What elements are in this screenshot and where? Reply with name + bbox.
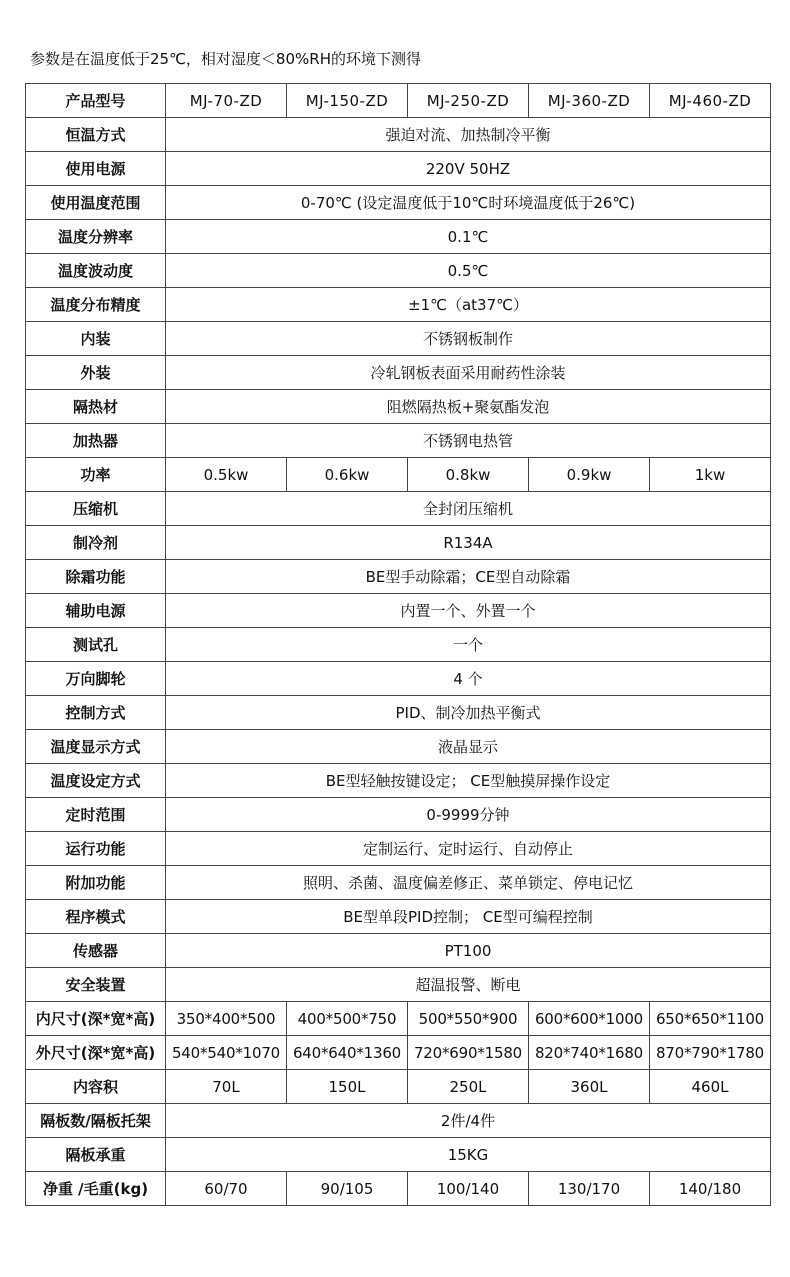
spec-row: [26, 1070, 771, 1104]
spec-row: [26, 390, 771, 424]
spec-label: 恒温方式: [26, 118, 166, 152]
spec-label: 辅助电源: [26, 594, 166, 628]
spec-label: 运行功能: [26, 832, 166, 866]
spec-value: 0-70℃ (设定温度低于10℃时环境温度低于26℃): [166, 186, 771, 220]
spec-value: 全封闭压缩机: [166, 492, 771, 526]
spec-value-cell: 350*400*500: [166, 1002, 287, 1036]
spec-label: 温度显示方式: [26, 730, 166, 764]
spec-label: 温度分辨率: [26, 220, 166, 254]
spec-row: [26, 730, 771, 764]
spec-label: 压缩机: [26, 492, 166, 526]
spec-value-cell: 1kw: [650, 458, 771, 492]
spec-row: [26, 356, 771, 390]
spec-value-cell: 0.6kw: [287, 458, 408, 492]
spec-row: [26, 220, 771, 254]
model-cell: MJ-70-ZD: [166, 84, 287, 118]
spec-label: 传感器: [26, 934, 166, 968]
model-cell: MJ-360-ZD: [529, 84, 650, 118]
spec-value: 15KG: [166, 1138, 771, 1172]
spec-row: [26, 186, 771, 220]
spec-value-cell: 60/70: [166, 1172, 287, 1206]
spec-value: 定制运行、定时运行、自动停止: [166, 832, 771, 866]
spec-value-cell: 150L: [287, 1070, 408, 1104]
spec-value: R134A: [166, 526, 771, 560]
spec-label: 隔板数/隔板托架: [26, 1104, 166, 1138]
spec-value-cell: 360L: [529, 1070, 650, 1104]
spec-label: 使用温度范围: [26, 186, 166, 220]
spec-row: [26, 254, 771, 288]
spec-row: [26, 1104, 771, 1138]
spec-value-cell: 130/170: [529, 1172, 650, 1206]
measurement-note: 参数是在温度低于25℃，相对湿度＜80%RH的环境下测得: [30, 50, 421, 68]
spec-value: 2件/4件: [166, 1104, 771, 1138]
spec-value: ±1℃（at37℃）: [166, 288, 771, 322]
spec-value-cell: 640*640*1360: [287, 1036, 408, 1070]
spec-value: PID、制冷加热平衡式: [166, 696, 771, 730]
spec-label: 净重 /毛重(kg): [26, 1172, 166, 1206]
spec-label: 制冷剂: [26, 526, 166, 560]
spec-label: 程序模式: [26, 900, 166, 934]
spec-value-cell: 650*650*1100: [650, 1002, 771, 1036]
spec-value: 超温报警、断电: [166, 968, 771, 1002]
spec-row: [26, 934, 771, 968]
spec-value: BE型手动除霜；CE型自动除霜: [166, 560, 771, 594]
spec-row: [26, 424, 771, 458]
spec-row: [26, 458, 771, 492]
spec-value: 强迫对流、加热制冷平衡: [166, 118, 771, 152]
spec-row: [26, 322, 771, 356]
spec-value: 液晶显示: [166, 730, 771, 764]
spec-row: [26, 1002, 771, 1036]
spec-value-cell: 820*740*1680: [529, 1036, 650, 1070]
spec-label: 使用电源: [26, 152, 166, 186]
model-cell: MJ-460-ZD: [650, 84, 771, 118]
spec-value-cell: 540*540*1070: [166, 1036, 287, 1070]
spec-value: 照明、杀菌、温度偏差修正、菜单锁定、停电记忆: [166, 866, 771, 900]
spec-row: [26, 900, 771, 934]
spec-value-cell: 70L: [166, 1070, 287, 1104]
spec-row: [26, 798, 771, 832]
spec-label: 万向脚轮: [26, 662, 166, 696]
spec-label: 隔板承重: [26, 1138, 166, 1172]
spec-label: 温度分布精度: [26, 288, 166, 322]
spec-label: 定时范围: [26, 798, 166, 832]
model-cell: MJ-150-ZD: [287, 84, 408, 118]
spec-value-cell: 140/180: [650, 1172, 771, 1206]
spec-value: PT100: [166, 934, 771, 968]
spec-row: [26, 594, 771, 628]
spec-row: [26, 628, 771, 662]
spec-value: 不锈钢电热管: [166, 424, 771, 458]
header-label: 产品型号: [26, 84, 166, 118]
spec-label: 除霜功能: [26, 560, 166, 594]
spec-row: [26, 1138, 771, 1172]
spec-value-cell: 0.8kw: [408, 458, 529, 492]
spec-value: BE型轻触按键设定； CE型触摸屏操作设定: [166, 764, 771, 798]
spec-row: [26, 1172, 771, 1206]
spec-row: [26, 968, 771, 1002]
spec-row: [26, 696, 771, 730]
header-row: [26, 84, 771, 118]
spec-row: [26, 1036, 771, 1070]
spec-value-cell: 400*500*750: [287, 1002, 408, 1036]
spec-value-cell: 500*550*900: [408, 1002, 529, 1036]
spec-value-cell: 460L: [650, 1070, 771, 1104]
spec-value: 0.1℃: [166, 220, 771, 254]
spec-value-cell: 100/140: [408, 1172, 529, 1206]
spec-value-cell: 0.9kw: [529, 458, 650, 492]
spec-value-cell: 600*600*1000: [529, 1002, 650, 1036]
spec-value-cell: 720*690*1580: [408, 1036, 529, 1070]
spec-label: 测试孔: [26, 628, 166, 662]
spec-label: 附加功能: [26, 866, 166, 900]
spec-value-cell: 250L: [408, 1070, 529, 1104]
spec-label: 安全装置: [26, 968, 166, 1002]
spec-row: [26, 526, 771, 560]
spec-value: 内置一个、外置一个: [166, 594, 771, 628]
spec-value: 0-9999分钟: [166, 798, 771, 832]
spec-label: 温度波动度: [26, 254, 166, 288]
spec-label: 内容积: [26, 1070, 166, 1104]
spec-label: 外装: [26, 356, 166, 390]
spec-row: [26, 764, 771, 798]
spec-row: [26, 492, 771, 526]
spec-row: [26, 832, 771, 866]
spec-label: 控制方式: [26, 696, 166, 730]
spec-value-cell: 90/105: [287, 1172, 408, 1206]
spec-row: [26, 288, 771, 322]
model-cell: MJ-250-ZD: [408, 84, 529, 118]
spec-value-cell: 870*790*1780: [650, 1036, 771, 1070]
spec-label: 内尺寸(深*宽*高): [26, 1002, 166, 1036]
spec-row: [26, 152, 771, 186]
spec-row: [26, 118, 771, 152]
spec-value: 4 个: [166, 662, 771, 696]
spec-row: [26, 560, 771, 594]
spec-row: [26, 866, 771, 900]
spec-value: 冷轧钢板表面采用耐药性涂装: [166, 356, 771, 390]
spec-value-cell: 0.5kw: [166, 458, 287, 492]
spec-value: 0.5℃: [166, 254, 771, 288]
spec-label: 加热器: [26, 424, 166, 458]
spec-value: 220V 50HZ: [166, 152, 771, 186]
spec-label: 功率: [26, 458, 166, 492]
spec-label: 温度设定方式: [26, 764, 166, 798]
spec-value: BE型单段PID控制； CE型可编程控制: [166, 900, 771, 934]
spec-value: 不锈钢板制作: [166, 322, 771, 356]
spec-row: [26, 662, 771, 696]
spec-label: 外尺寸(深*宽*高): [26, 1036, 166, 1070]
spec-table: [25, 83, 771, 1206]
spec-label: 内装: [26, 322, 166, 356]
spec-label: 隔热材: [26, 390, 166, 424]
spec-value: 阻燃隔热板+聚氨酯发泡: [166, 390, 771, 424]
spec-value: 一个: [166, 628, 771, 662]
